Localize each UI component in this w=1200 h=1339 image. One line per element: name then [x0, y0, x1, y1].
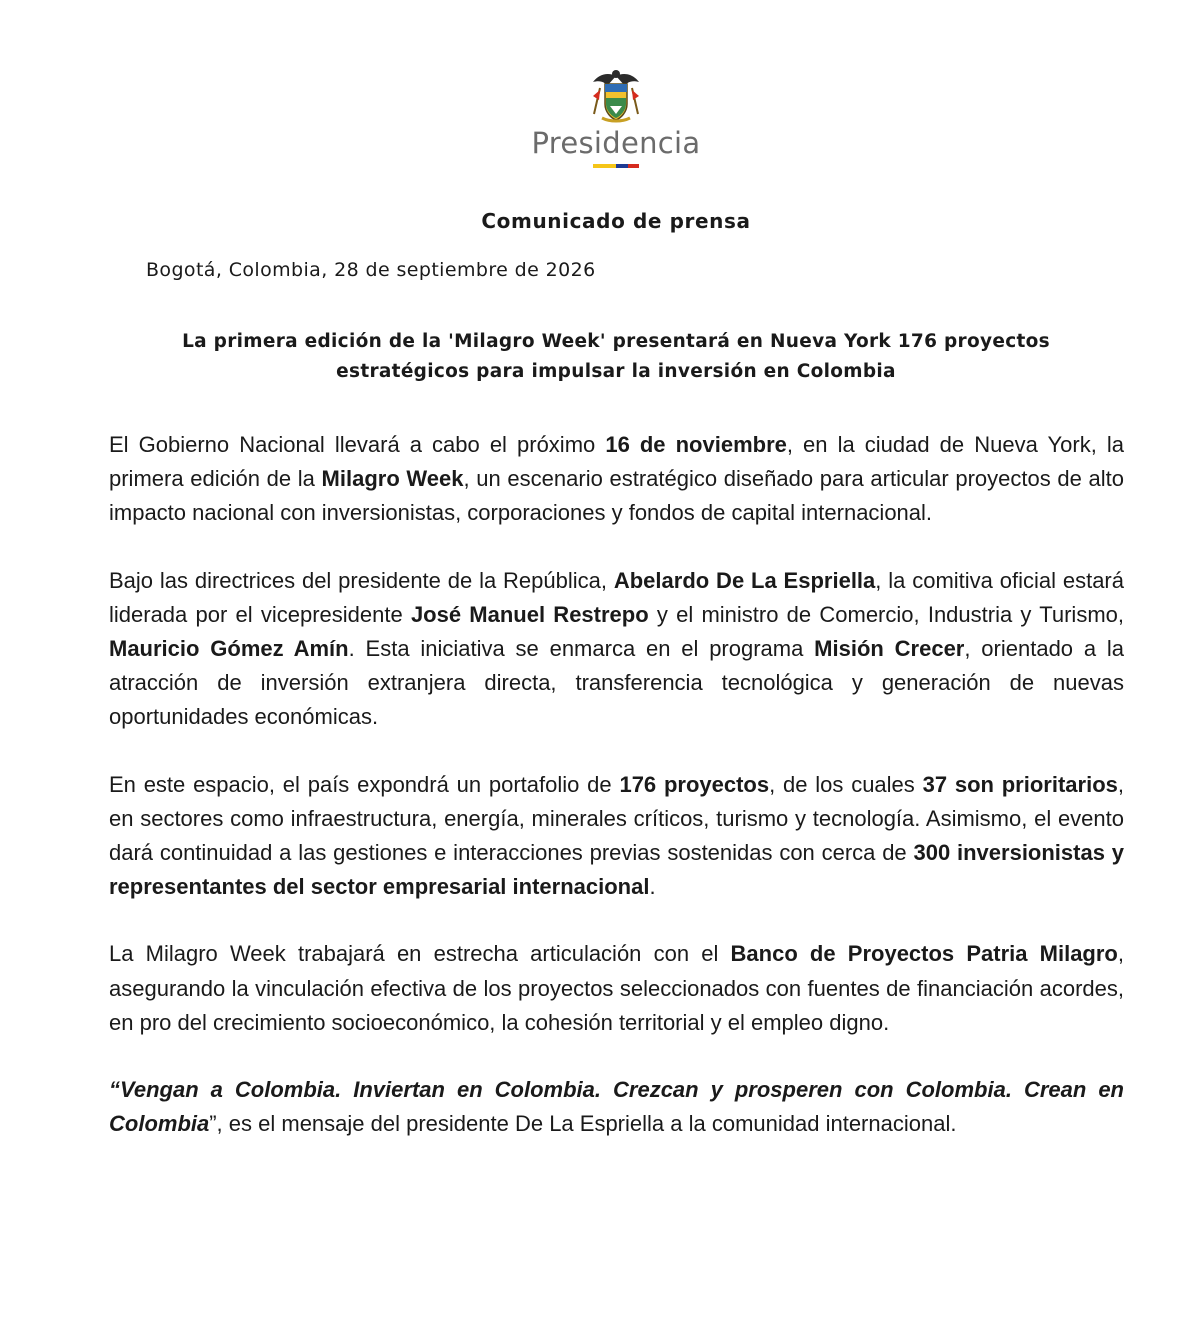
paragraph: [109, 937, 1124, 1040]
text-segment: , en la ciudad de Nueva York, la primera edición de la: [109, 432, 1124, 492]
dateline: Bogotá, Colombia, 28 de septiembre de 2026: [146, 259, 596, 281]
paragraph: [109, 428, 1124, 531]
bold-text: José Manuel Restrepo: [410, 601, 649, 627]
bold-text: Banco de Proyectos Patria Milagro: [730, 941, 1118, 967]
flag-color-bar: [593, 164, 639, 168]
bold-text: 176 proyectos: [619, 771, 770, 797]
colombia-coat-of-arms-icon: [590, 68, 642, 124]
bold-text: Milagro Week: [321, 466, 464, 492]
press-release-headline: La primera edición de la 'Milagro Week' presentará en Nueva York 176 proyectos estratégicos para impulsar la inversión en Colombia: [182, 331, 1050, 382]
bold-text: Misión Crecer: [814, 636, 965, 662]
text-segment: . Esta iniciativa se enmarca en el programa: [348, 636, 815, 662]
paragraph: [109, 1073, 1124, 1141]
brand-name: Presidencia: [531, 126, 701, 160]
text-segment: El Gobierno Nacional llevará a cabo el próximo: [109, 432, 606, 457]
paragraph: [109, 564, 1124, 735]
text-segment: , la comitiva oficial estará liderada por el vicepresidente: [109, 567, 1124, 627]
paragraph: [109, 768, 1124, 905]
bold-text: 37 son prioritarios: [922, 771, 1118, 797]
bold-text: Abelardo De La Espriella: [613, 567, 876, 593]
press-release-body: [109, 428, 1124, 1141]
text-segment: , asegurando la vinculación efectiva de los proyectos seleccionados con fuentes de financiación acordes, en pro del crecimiento socioeconómico, la cohesión territorial y el empleo digno.: [109, 941, 1124, 1035]
bold-text: 16 de noviembre: [605, 432, 787, 457]
text-segment: En este espacio, el país expondrá un portafolio de: [109, 771, 620, 797]
text-segment: , de los cuales: [769, 771, 923, 797]
document-type: Comunicado de prensa: [481, 209, 751, 233]
bold-text: Mauricio Gómez Amín: [109, 636, 349, 662]
text-segment: , un escenario estratégico diseñado para articular proyectos de alto impacto nacional con inversionistas, corporaciones y fondos de capital internacional.: [109, 466, 1124, 526]
text-segment: y el ministro de Comercio, Industria y Turismo,: [648, 601, 1124, 627]
presidencia-logo: [0, 68, 1200, 168]
text-segment: ”, es el mensaje del presidente De La Espriella a la comunidad internacional.: [209, 1111, 957, 1137]
flag-blue-stripe: [616, 164, 628, 168]
italic-text: “Vengan a Colombia. Inviertan en Colombia. Crezcan y prosperen con Colombia. Crean en Colombia: [109, 1077, 1124, 1137]
text-segment: La Milagro Week trabajará en estrecha articulación con el: [109, 941, 731, 967]
text-segment: , orientado a la atracción de inversión extranjera directa, transferencia tecnológica y generación de nuevas oportunidades económicas.: [109, 636, 1125, 730]
flag-red-stripe: [628, 164, 640, 168]
flag-yellow-stripe: [593, 164, 616, 168]
text-segment: .: [649, 874, 656, 900]
bold-text: 300 inversionistas y representantes del sector empresarial internacional: [109, 840, 1124, 900]
text-segment: Bajo las directrices del presidente de la República,: [109, 567, 614, 593]
text-segment: , en sectores como infraestructura, energía, minerales críticos, turismo y tecnología. Asimismo, el evento dará continuidad a las gestiones e interacciones previas sostenidas con cerca de: [109, 771, 1125, 866]
